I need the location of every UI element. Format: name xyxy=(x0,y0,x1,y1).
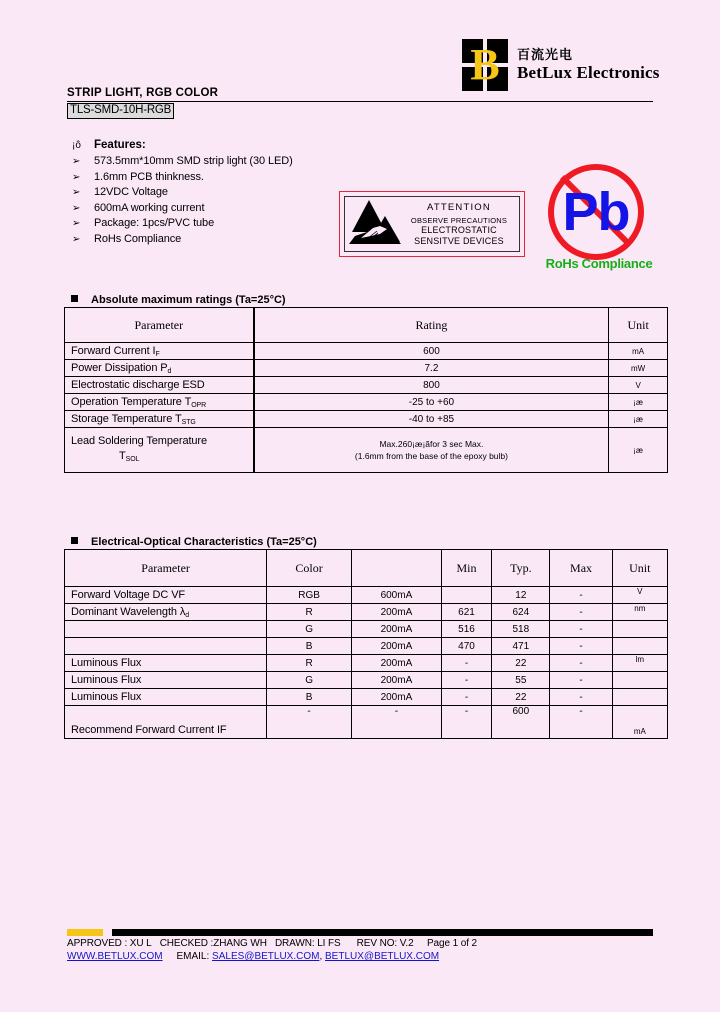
absolute-max-ratings-label: Absolute maximum ratings (Ta=25°C) xyxy=(91,294,286,306)
cell-condition: 200mA xyxy=(352,689,442,706)
cell-min: - xyxy=(441,672,491,689)
column-header-color: Color xyxy=(267,550,352,587)
absolute-max-ratings-heading xyxy=(71,294,286,306)
cell-typ: 22 xyxy=(492,655,550,672)
cell-unit: nm xyxy=(612,604,667,621)
table-row xyxy=(65,638,668,655)
table-row xyxy=(65,604,668,621)
cell-unit: ¡æ xyxy=(609,428,668,473)
attention-title: ATTENTION xyxy=(427,201,491,213)
cell-rating: 800 xyxy=(254,377,609,394)
cell-parameter: Forward Current $I_F$ xyxy=(65,343,254,360)
cell-parameter: Dominant Wavelength $\lambda_d$ xyxy=(65,604,267,621)
absolute-maximum-ratings-table xyxy=(64,307,668,473)
feature-item xyxy=(72,154,372,170)
cell-parameter: Forward Voltage DC VF xyxy=(65,587,267,604)
arrow-bullet-icon: ➢ xyxy=(72,187,81,198)
cell-condition: 200mA xyxy=(352,604,442,621)
square-dingbat-icon: ¡ô xyxy=(72,140,81,151)
cell-unit: V xyxy=(612,587,667,604)
column-header-unit: Unit xyxy=(609,308,668,343)
cell-parameter xyxy=(65,638,267,655)
cell-typ: 55 xyxy=(492,672,550,689)
cell-rating: 600 xyxy=(254,343,609,360)
table-row xyxy=(65,343,668,360)
column-header-min: Min xyxy=(441,550,491,587)
cell-min xyxy=(441,587,491,604)
feature-label: 1.6mm PCB thinkness. xyxy=(94,170,204,183)
cell-rating: -40 to +85 xyxy=(254,411,609,428)
feature-label: RoHs Compliance xyxy=(94,232,182,245)
arrow-bullet-icon: ➢ xyxy=(72,156,81,167)
cell-typ: 624 xyxy=(492,604,550,621)
cell-color: B xyxy=(267,638,352,655)
cell-condition: 200mA xyxy=(352,638,442,655)
table-row xyxy=(65,706,668,739)
column-header-parameter: Parameter xyxy=(65,550,267,587)
table-row xyxy=(65,411,668,428)
feature-item xyxy=(72,232,372,248)
column-header-parameter: Parameter xyxy=(65,308,254,343)
attention-line-2: ELECTROSTATIC xyxy=(421,224,497,235)
cell-unit: lm xyxy=(612,655,667,672)
cell-typ: 518 xyxy=(492,621,550,638)
cell-max: - xyxy=(550,638,612,655)
table-row xyxy=(65,428,668,473)
esd-hand-triangle-icon xyxy=(347,198,403,250)
cell-condition: 200mA xyxy=(352,655,442,672)
cell-max: - xyxy=(550,706,612,739)
cell-parameter: Luminous Flux xyxy=(65,689,267,706)
table-header-row xyxy=(65,550,668,587)
cell-unit: mW xyxy=(609,360,668,377)
feature-item xyxy=(72,185,372,201)
arrow-bullet-icon: ➢ xyxy=(72,233,81,245)
features-section xyxy=(72,139,372,247)
company-name-english: BetLux Electronics xyxy=(517,62,660,82)
arrow-bullet-icon: ➢ xyxy=(72,202,81,214)
cell-parameter: Electrostatic discharge ESD xyxy=(65,377,254,394)
cell-min: 516 xyxy=(441,621,491,638)
column-header-rating: Rating xyxy=(254,308,609,343)
cell-parameter: Lead Soldering Temperature $T_{SOL}$ xyxy=(65,428,254,473)
cell-unit: ¡æ xyxy=(609,411,668,428)
betlux-logo-mark xyxy=(462,39,508,91)
cell-condition: 600mA xyxy=(352,587,442,604)
cell-max: - xyxy=(550,604,612,621)
cell-parameter: Recommend Forward Current IF xyxy=(65,706,267,739)
footer-contact-line xyxy=(67,951,439,962)
cell-max: - xyxy=(550,655,612,672)
cell-color: - xyxy=(267,706,352,739)
table-row xyxy=(65,360,668,377)
table-row xyxy=(65,689,668,706)
cell-color: G xyxy=(267,621,352,638)
rohs-caption: RoHs Compliance xyxy=(545,256,653,271)
cell-min: - xyxy=(441,655,491,672)
cell-typ: 600 xyxy=(492,706,550,739)
website-link[interactable]: WWW.BETLUX.COM xyxy=(67,951,163,962)
email-link-sales[interactable]: SALES@BETLUX.COM xyxy=(212,951,320,962)
footer-accent-bar xyxy=(67,929,103,936)
email-label: EMAIL: xyxy=(176,951,210,962)
cell-rating: -25 to +60 xyxy=(254,394,609,411)
footer-revision: REV NO: V.2 xyxy=(356,938,414,949)
attention-line-3: SENSITVE DEVICES xyxy=(414,235,504,246)
pb-symbol-label: Pb xyxy=(562,182,630,242)
table-row xyxy=(65,377,668,394)
cell-min: 470 xyxy=(441,638,491,655)
cell-parameter xyxy=(65,621,267,638)
footer-page-number: Page 1 of 2 xyxy=(426,938,478,949)
column-header-max: Max xyxy=(550,550,612,587)
cell-min: 621 xyxy=(441,604,491,621)
feature-label: 12VDC Voltage xyxy=(94,186,168,198)
feature-label: 600mA working current xyxy=(94,201,205,214)
arrow-bullet-icon: ➢ xyxy=(72,218,81,229)
company-name-chinese: 百流光电 xyxy=(517,47,574,63)
cell-color: B xyxy=(267,689,352,706)
square-bullet-icon xyxy=(71,295,78,302)
cell-parameter: Power Dissipation $P_d$ xyxy=(65,360,254,377)
feature-item xyxy=(72,216,372,232)
electrical-optical-label: Electrical-Optical Characteristics (Ta=25°C) xyxy=(91,536,317,548)
square-bullet-icon xyxy=(71,537,78,544)
feature-item xyxy=(72,170,372,186)
feature-label: 573.5mm*10mm SMD strip light (30 LED) xyxy=(94,155,293,167)
cell-color: R xyxy=(267,604,352,621)
feature-label: Package: 1pcs/PVC tube xyxy=(94,217,215,229)
table-row xyxy=(65,655,668,672)
company-logo xyxy=(462,37,662,93)
cell-parameter: Luminous Flux xyxy=(65,655,267,672)
cell-unit: V xyxy=(609,377,668,394)
cell-max: - xyxy=(550,672,612,689)
esd-attention-box xyxy=(339,191,525,257)
electrical-optical-heading xyxy=(71,536,317,548)
cell-typ: 471 xyxy=(492,638,550,655)
electrical-optical-characteristics-table xyxy=(64,549,668,739)
footer-drawn: DRAWN: LI FS xyxy=(274,938,341,949)
cell-rating: 7.2 xyxy=(254,360,609,377)
cell-condition: - xyxy=(352,706,442,739)
title-divider xyxy=(67,101,653,102)
cell-unit xyxy=(612,672,667,689)
column-header-unit: Unit xyxy=(612,550,667,587)
cell-unit: ¡æ xyxy=(609,394,668,411)
footer-rule xyxy=(112,929,653,936)
cell-unit: mA xyxy=(612,706,667,739)
cell-max: - xyxy=(550,689,612,706)
feature-item xyxy=(72,201,372,217)
footer-checked: CHECKED :ZHANG WH xyxy=(159,938,267,949)
cell-typ: 12 xyxy=(492,587,550,604)
cell-color: RGB xyxy=(267,587,352,604)
cell-unit xyxy=(612,689,667,706)
cell-unit: mA xyxy=(609,343,668,360)
footer-signoff-line xyxy=(67,938,477,949)
cell-max: - xyxy=(550,587,612,604)
cell-parameter: Luminous Flux xyxy=(65,672,267,689)
attention-line-1: OBSERVE PRECAUTIONS xyxy=(410,215,508,225)
features-heading-label: Features: xyxy=(94,139,146,151)
cell-parameter: Operation Temperature $T_{OPR}$ xyxy=(65,394,254,411)
footer-approved: APPROVED : XU L xyxy=(67,938,152,949)
table-row xyxy=(65,672,668,689)
cell-color: R xyxy=(267,655,352,672)
logo-letter: B xyxy=(470,40,500,89)
cell-parameter: Storage Temperature $T_{STG}$ xyxy=(65,411,254,428)
cell-color: G xyxy=(267,672,352,689)
cell-typ: 22 xyxy=(492,689,550,706)
part-number-field[interactable]: TLS-SMD-10H-RGB xyxy=(67,103,174,119)
arrow-bullet-icon: ➢ xyxy=(72,171,81,183)
cell-unit xyxy=(612,621,667,638)
table-row xyxy=(65,621,668,638)
column-header-typ: Typ. xyxy=(492,550,550,587)
email-link-betlux[interactable]: BETLUX@BETLUX.COM xyxy=(325,951,440,962)
table-header-row xyxy=(65,308,668,343)
cell-condition: 200mA xyxy=(352,621,442,638)
rohs-compliance-badge xyxy=(534,164,664,274)
cell-max: - xyxy=(550,621,612,638)
page-title: STRIP LIGHT, RGB COLOR xyxy=(67,87,219,99)
cell-min: - xyxy=(441,706,491,739)
cell-rating: Max.260¡æ¡ãfor 3 sec Max. (1.6mm from the base of the epoxy bulb) xyxy=(254,428,609,473)
column-header-condition xyxy=(352,550,442,587)
cell-min: - xyxy=(441,689,491,706)
cell-unit xyxy=(612,638,667,655)
cell-condition: 200mA xyxy=(352,672,442,689)
features-heading xyxy=(72,139,372,151)
email-separator: , xyxy=(319,951,323,962)
table-row xyxy=(65,587,668,604)
table-row xyxy=(65,394,668,411)
